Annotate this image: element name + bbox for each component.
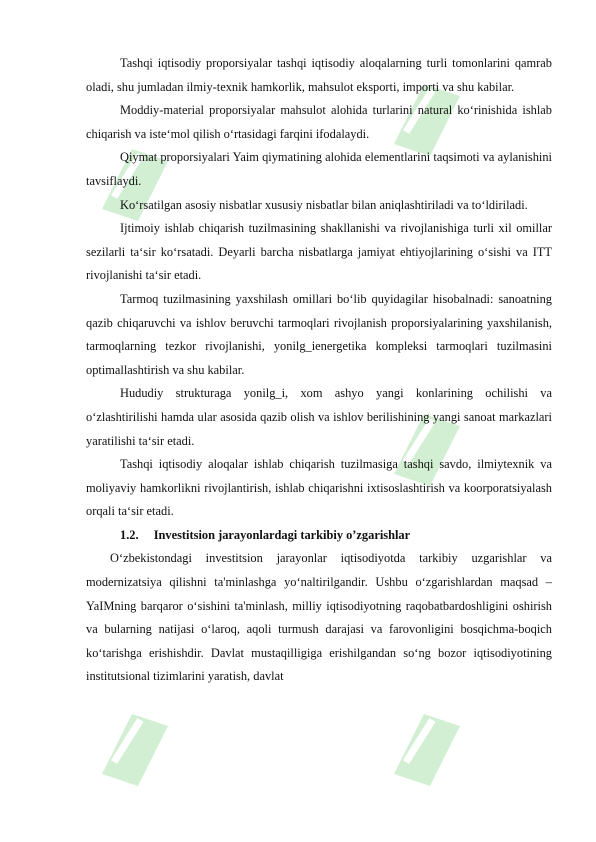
paragraph: Hududiy strukturaga yonilg_i, xom ashyo yangi konlarining ochilishi va o‘zlashtirilishi hamda ular asosida qazib olish va ishlov berilishining yangi sanoat markazlari yaratilishi ta‘sir etadi. (86, 386, 552, 448)
watermark-icon (370, 690, 490, 810)
paragraph: O‘zbekistondagi investitsion jarayonlar iqtisodiyotda tarkibiy uzgarishlar va modernizatsiya qilishni ta'minlashga yo‘naltirilgandir. Ushbu o‘zgarishlardan maqsad – YaIMning barqaror o‘sishini ta'minlash, milliy iqtisodiyotning raqobatbardoshligini oshirish va bularning natijasi o‘laroq, aqoli turmush darajasi va farovonligini bosqichma-boqich ko‘tarishga erishishdir. Davlat mustaqilligiga erishilgandan so‘ng bozor iqtisodiyotining institutsional tizimlarini yaratish, davlat (86, 551, 552, 684)
document-page (86, 52, 552, 689)
section-title: Investitsion jarayonlardagi tarkibiy o’zgarishlar (153, 527, 411, 542)
paragraph: Tashqi iqtisodiy aloqalar ishlab chiqarish tuzilmasiga tashqi savdo, ilmiytexnik va moliyaviy hamkorlikni rivojlantirish, ishlab chiqarishni ixtisoslashtirish va koorporatsiyalash orqali ta‘sir etadi. (86, 457, 552, 519)
paragraph: Tarmoq tuzilmasining yaxshilash omillari bo‘lib quyidagilar hisobalnadi: sanoatning qazib chiqaruvchi va ishlov beruvchi tarmoqlari rivojlanish proporsiyalarining yaxshilanish, tarmoqlarning tezkor rivojlanishi, yonilg_ienergetika kompleksi tarmoqlari tuzilmasini optimallashtirish va shu kabilar. (86, 291, 552, 377)
watermark-icon (78, 690, 198, 810)
paragraph: Qiymat proporsiyalari Yaim qiymatining alohida elementlarini taqsimoti va aylanishini tavsiflaydi. (86, 150, 552, 188)
paragraph: Ko‘rsatilgan asosiy nisbatlar xususiy nisbatlar bilan aniqlashtiriladi va to‘ldiriladi. (120, 197, 528, 212)
section-number: 1.2. (120, 527, 139, 542)
paragraph: Ijtimoiy ishlab chiqarish tuzilmasining shakllanishi va rivojlanishiga turli xil omillar sezilarli ta‘sir ko‘rsatadi. Deyarli barcha nisbatlarga jamiyat ehtiyojlarining o‘sishi va ITT rivojlanishi ta‘sir etadi. (86, 221, 552, 283)
section-heading (86, 524, 552, 548)
paragraph: Tashqi iqtisodiy proporsiyalar tashqi iqtisodiy aloqalarning turli tomonlarini qamrab oladi, shu jumladan ilmiy-texnik hamkorlik, mahsulot eksporti, importi va shu kabilar. (86, 56, 552, 94)
paragraph: Moddiy-material proporsiyalar mahsulot alohida turlarini natural ko‘rinishida ishlab chiqarish va iste‘mol qilish o‘rtasidagi farqini ifodalaydi. (86, 103, 552, 141)
